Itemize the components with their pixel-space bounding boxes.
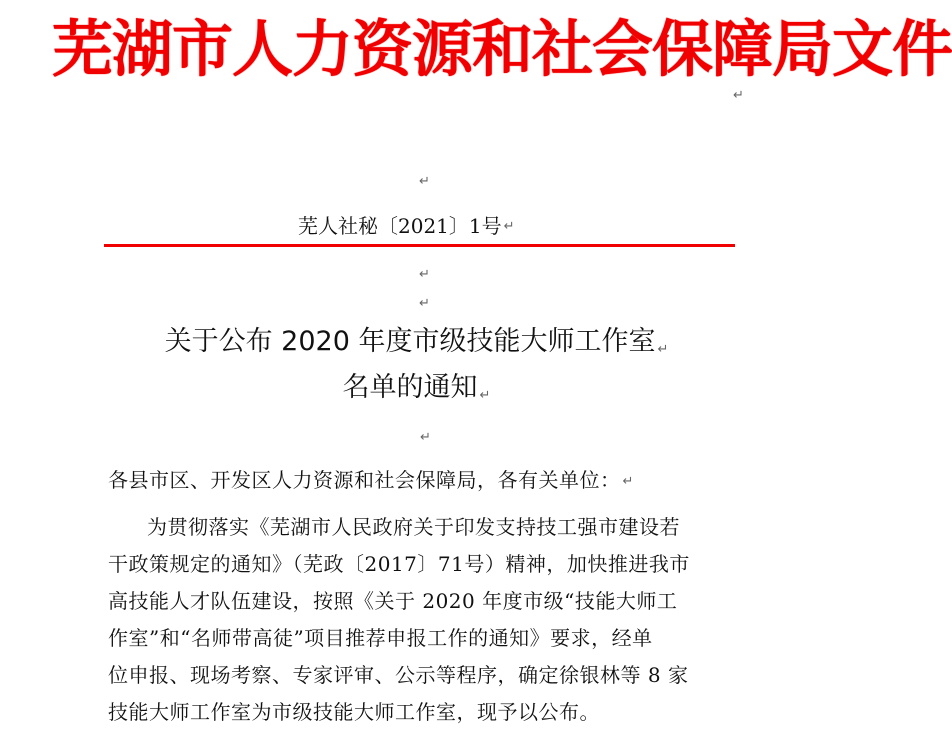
paragraph-line: 高技能人才队伍建设，按照《关于 2020 年度市级“技能大师工 [108,589,678,613]
paragraph-line: 干政策规定的通知》（芜政〔2017〕71号）精神，加快推进我市 [108,552,690,576]
document-number-text: 芜人社秘〔2021〕1号 [298,214,502,238]
notice-title-line-1 [0,322,831,362]
notice-title-line-2 [0,368,831,408]
red-header-title: 芜湖市人力资源和社会保障局文件 [52,14,952,85]
paragraph-line: 技能大师工作室为市级技能大师工作室，现予以公布。 [108,700,600,724]
paragraph-mark-icon: ↵ [419,174,430,189]
paragraph-mark-icon: ↵ [503,219,515,234]
paragraph-mark-icon: ↵ [419,267,430,282]
notice-body-paragraph [108,509,748,731]
paragraph-mark-icon: ↵ [479,388,491,403]
addressee-text: 各县市区、开发区人力资源和社会保障局，各有关单位： [108,468,621,492]
paragraph-line: 作室”和“名师带高徒”项目推荐申报工作的通知》要求，经单 [108,626,653,650]
notice-title-line-1-text: 关于公布 2020 年度市级技能大师工作室 [164,326,656,357]
paragraph-mark-icon: ↵ [420,430,431,445]
paragraph-mark-icon: ↵ [733,88,744,103]
paragraph-mark-icon: ↵ [419,296,430,311]
paragraph-mark-icon: ↵ [622,474,634,489]
paragraph-line: 为贯彻落实《芜湖市人民政府关于印发支持技工强市建设若 [147,515,680,539]
red-separator-line [104,244,735,247]
addressee-line [108,462,748,499]
notice-title-line-2-text: 名单的通知 [342,372,478,403]
paragraph-line: 位申报、现场考察、专家评审、公示等程序，确定徐银林等 8 家 [108,663,689,687]
document-number [298,211,558,241]
paragraph-mark-icon: ↵ [657,342,669,357]
